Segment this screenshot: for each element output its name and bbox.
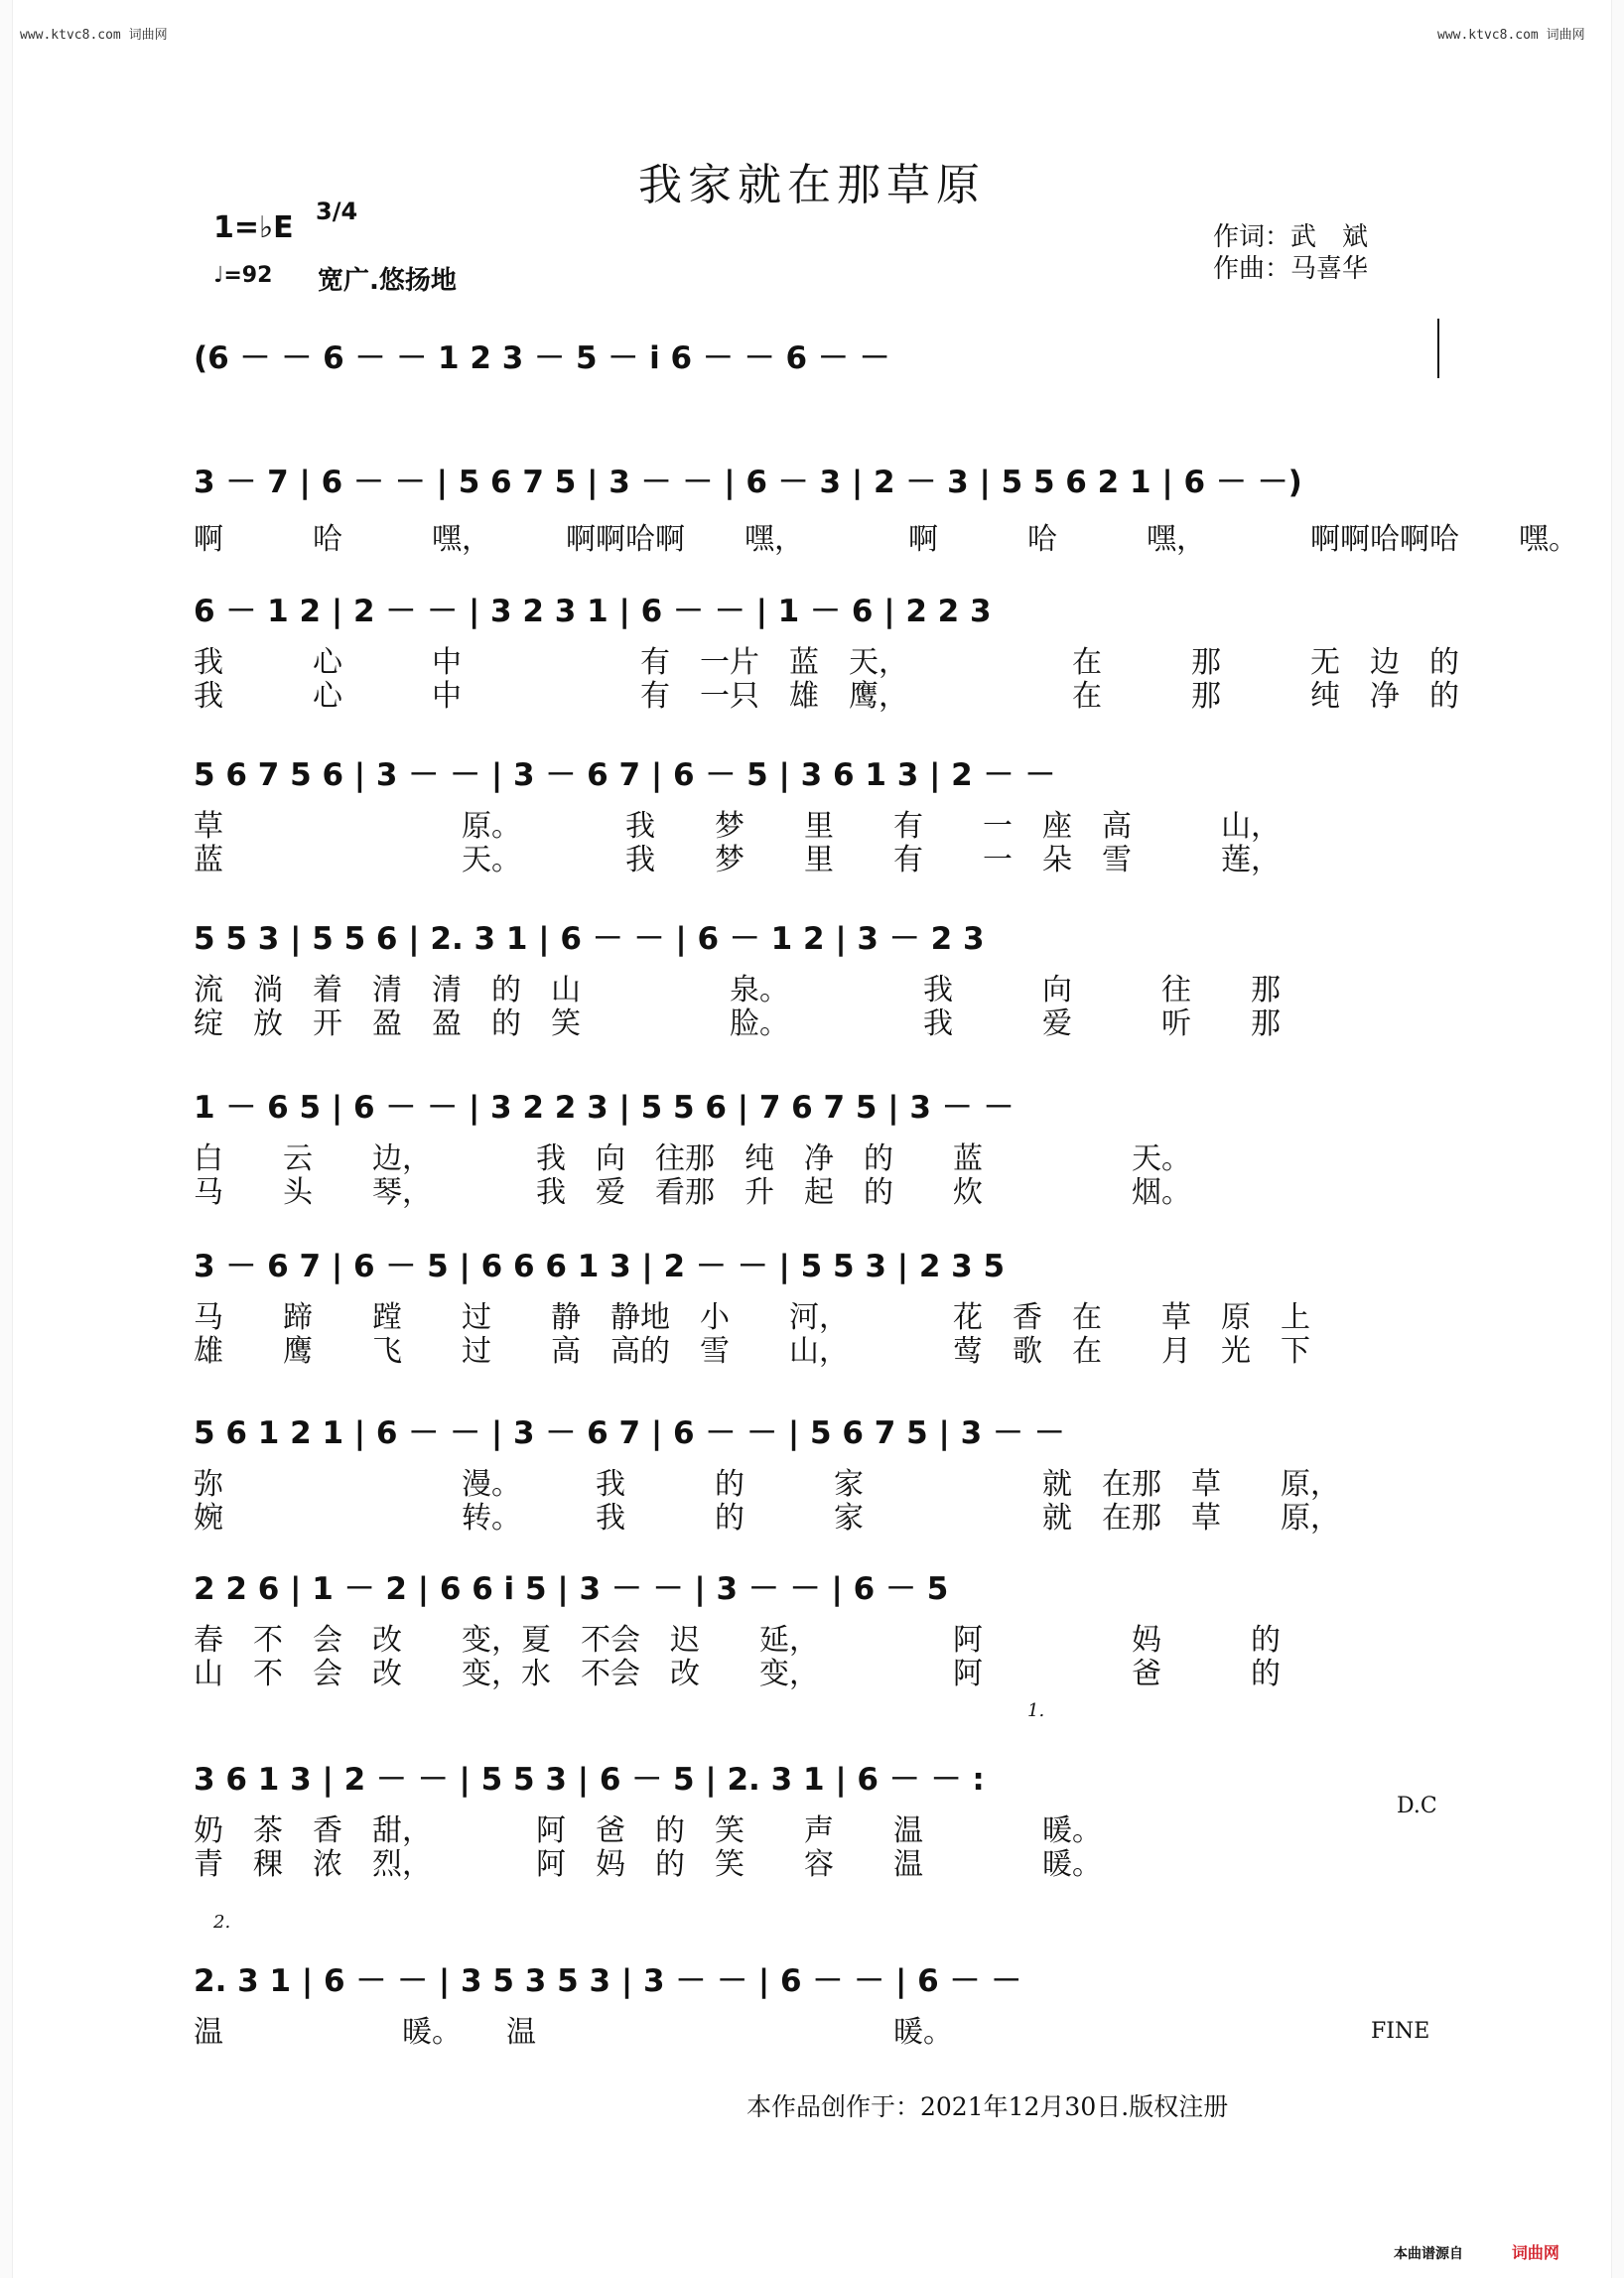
notation-line: 5 5 3 | 5 5 6 | 2. 3 1 | 6 － － | 6 － 1 2 | 3 － 2 3 <box>194 921 985 957</box>
notation-line: 5 6 7 5 6 | 3 － － | 3 － 6 7 | 6 － 5 | 3 6 1 3 | 2 － － <box>194 757 1056 793</box>
creation-note: 本作品创作于：2021年12月30日.版权注册 <box>746 2092 1229 2121</box>
song-title: 我家就在那草原 <box>638 160 986 210</box>
dc-marking: D.C <box>1397 1794 1437 1818</box>
lyric-line-2: 绽 放 开 盈 盈 的 笑 脸。 我 爱 听 那 <box>194 1006 1281 1041</box>
time-signature-value: 3/4 <box>316 198 358 225</box>
lyric-line-2: 我 心 中 有 一只 雄 鹰， 在 那 纯 净 的 <box>194 679 1459 714</box>
notation-line: 3 － 7 | 6 － － | 5 6 7 5 | 3 － － | 6 － 3 | 2 － 3 | 5 5 6 2 1 | 6 － －) <box>194 465 1302 500</box>
time-signature <box>316 198 358 225</box>
notation-line: 6 － 1 2 | 2 － － | 3 2 3 1 | 6 － － | 1 － 6 | 2 2 3 <box>194 594 992 629</box>
barline <box>1437 319 1439 378</box>
lyric-line-2: 雄 鹰 飞 过 高 高的 雪 山， 莺 歌 在 月 光 下 <box>194 1334 1310 1369</box>
notation-line: 5 6 1 2 1 | 6 － － | 3 － 6 7 | 6 － － | 5 6 7 5 | 3 － － <box>194 1415 1065 1451</box>
header-site-left[interactable]: www.ktvc8.com 词曲网 <box>20 28 168 43</box>
lyricist-credit: 作词：武 斌 <box>1213 222 1369 252</box>
right-margin-strip <box>1611 0 1624 2278</box>
lyric-line-1: 啊 哈 嘿， 啊啊哈啊 嘿， 啊 哈 嘿， 啊啊哈啊哈 嘿。 <box>194 522 1578 557</box>
notation-line: (6 － － 6 － － 1 2 3 － 5 － i 6 － － 6 － － <box>194 340 890 376</box>
notation-line: 2. 3 1 | 6 － － | 3 5 3 5 3 | 3 － － | 6 － － | 6 － － <box>194 1963 1022 1999</box>
header-site-right[interactable]: www.ktvc8.com 词曲网 <box>1437 28 1585 43</box>
volta-first-ending: 1. <box>1027 1700 1045 1721</box>
tempo-marking: ♩=92 <box>213 263 273 288</box>
volta-second-ending: 2. <box>213 1912 231 1933</box>
lyric-line-1: 温 暖。 温 暖。 <box>194 2015 953 2050</box>
lyric-line-1: 我 心 中 有 一片 蓝 天， 在 那 无 边 的 <box>194 645 1459 680</box>
composer-credit: 作曲：马喜华 <box>1213 254 1369 284</box>
lyric-line-2: 青 稞 浓 烈， 阿 妈 的 笑 容 温 暖。 <box>194 1847 1102 1882</box>
notation-line: 3 6 1 3 | 2 － － | 5 5 3 | 6 － 5 | 2. 3 1 | 6 － － : <box>194 1762 985 1798</box>
lyric-line-1: 奶 茶 香 甜， 阿 爸 的 笑 声 温 暖。 <box>194 1813 1102 1848</box>
lyric-line-1: 白 云 边， 我 向 往那 纯 净 的 蓝 天。 <box>194 1141 1191 1176</box>
lyric-line-1: 流 淌 着 清 清 的 山 泉。 我 向 往 那 <box>194 973 1281 1007</box>
lyric-line-2: 山 不 会 改 变，水 不会 改 变， 阿 爸 的 <box>194 1657 1281 1691</box>
notation-line: 3 － 6 7 | 6 － 5 | 6 6 6 1 3 | 2 － － | 5 5 3 | 2 3 5 <box>194 1249 1006 1284</box>
notation-line: 2 2 6 | 1 － 2 | 6 6 i 5 | 3 － － | 3 － － | 6 － 5 <box>194 1571 949 1607</box>
lyric-line-1: 草 原。 我 梦 里 有 一 座 高 山， <box>194 809 1281 844</box>
left-margin-strip <box>0 0 13 2278</box>
lyric-line-2: 马 头 琴， 我 爱 看那 升 起 的 炊 烟。 <box>194 1175 1191 1210</box>
source-label: 本曲谱源自 <box>1394 2246 1463 2262</box>
lyric-line-1: 马 蹄 蹚 过 静 静地 小 河， 花 香 在 草 原 上 <box>194 1300 1310 1335</box>
lyric-line-1: 弥 漫。 我 的 家 就 在那 草 原， <box>194 1467 1340 1502</box>
key-signature: 1=♭E <box>213 210 294 245</box>
source-note <box>1394 2240 1559 2263</box>
notation-line: 1 － 6 5 | 6 － － | 3 2 2 3 | 5 5 6 | 7 6 7 5 | 3 － － <box>194 1090 1015 1126</box>
lyric-line-2: 蓝 天。 我 梦 里 有 一 朵 雪 莲， <box>194 843 1281 877</box>
source-site-link[interactable]: 词曲网 <box>1511 2243 1559 2262</box>
expression-marking: 宽广.悠扬地 <box>318 266 457 296</box>
lyric-line-1: 春 不 会 改 变，夏 不会 迟 延， 阿 妈 的 <box>194 1623 1281 1658</box>
lyric-line-2: 婉 转。 我 的 家 就 在那 草 原， <box>194 1501 1340 1536</box>
fine-marking: FINE <box>1371 2019 1430 2044</box>
